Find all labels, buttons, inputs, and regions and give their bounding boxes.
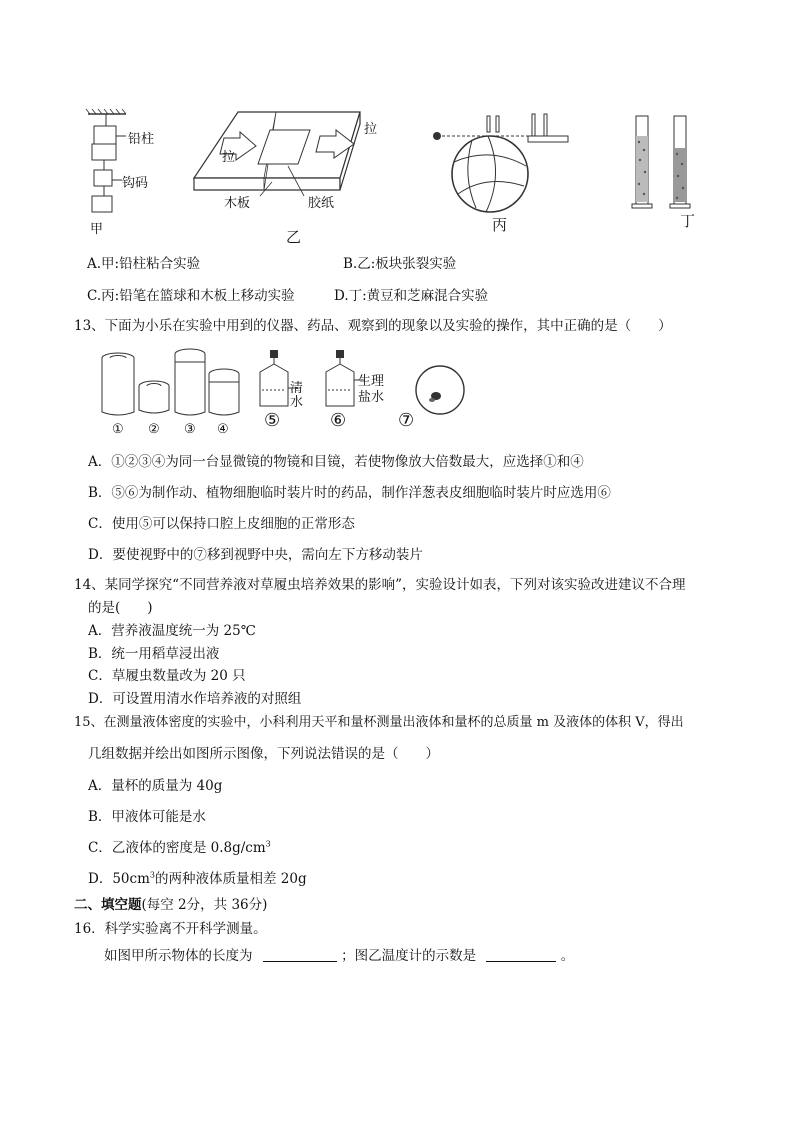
q15-option-c-text: C．乙液体的密度是 0.8g/cm <box>88 840 266 856</box>
q16-part2: ；图乙温度计的示数是 <box>341 948 477 964</box>
q15-option-d <box>88 867 307 887</box>
q14-stem-line2: 的是( ) <box>88 600 153 616</box>
label-n1: ① <box>112 422 124 437</box>
q14-option-c: C．草履虫数量改为 20 只 <box>88 668 246 684</box>
q15-option-d-sup: 3 <box>149 870 155 880</box>
q16-part1: 如图甲所示物体的长度为 <box>104 948 253 964</box>
label-n4: ④ <box>217 422 229 437</box>
label-n5: ⑤ <box>264 410 281 431</box>
figure-bing <box>428 110 588 220</box>
label-pull-right: 拉 <box>364 122 378 137</box>
figure-ding <box>626 110 702 220</box>
plate-split-diagram <box>190 108 365 218</box>
label-n7: ⑦ <box>398 410 415 431</box>
q13-option-c: C．使用⑤可以保持口腔上皮细胞的正常形态 <box>88 516 355 532</box>
caption-jia: 甲 <box>90 222 104 237</box>
label-hook-weight: 钩码 <box>122 176 149 191</box>
label-tape: 胶纸 <box>308 196 335 211</box>
basketball-pencil-diagram <box>428 110 588 220</box>
bean-sesame-cylinder-diagram <box>626 110 702 220</box>
q13-option-b: B．⑤⑥为制作动、植物细胞临时装片时的药品，制作洋葱表皮细胞临时装片时应选用⑥ <box>88 485 611 501</box>
q15-option-c <box>88 836 271 856</box>
label-n2: ② <box>148 422 160 437</box>
q12-option-a: A.甲:铅柱粘合实验 <box>87 256 201 272</box>
q15-option-d-text2: 的两种液体质量相差 20g <box>154 871 307 887</box>
q14-option-a: A．营养液温度统一为 25℃ <box>88 623 256 639</box>
q15-option-c-sup: 3 <box>265 839 271 849</box>
q16-blank-temperature[interactable] <box>486 947 556 962</box>
q15-stem-line1: 15、在测量液体密度的实验中，小科利用天平和量杯测量出液体和量杯的总质量 m 及液体的体积 V，得出 <box>74 715 684 730</box>
section2-title: 二、填空题 <box>74 897 142 913</box>
caption-ding: 丁 <box>680 212 696 230</box>
q15-option-a: A．量杯的质量为 40g <box>88 778 223 794</box>
q13-option-a: A．①②③④为同一台显微镜的物镜和目镜，若使物像放大倍数最大，应选择①和④ <box>88 454 584 470</box>
caption-bing: 丙 <box>492 216 508 234</box>
q14-stem-line1: 14、某同学探究“不同营养液对草履虫培养效果的影响”，实验设计如表，下列对该实验改进建议不合理 <box>74 577 686 593</box>
q13-stem: 13、下面为小乐在实验中用到的仪器、药品、观察到的现象以及实验的操作，其中正确的是（ ） <box>74 318 672 334</box>
q15-stem-line2: 几组数据并绘出如图所示图像，下列说法错误的是（ ） <box>88 746 439 762</box>
q12-option-b: B.乙:板块张裂实验 <box>343 256 457 272</box>
label-saline: 生理盐水 <box>358 374 385 405</box>
label-n3: ③ <box>184 422 196 437</box>
q15-option-b: B．甲液体可能是水 <box>88 809 206 825</box>
q14-option-b: B．统一用稻草浸出液 <box>88 646 220 662</box>
q16-blank-length[interactable] <box>263 947 337 962</box>
label-water: 清水 <box>290 381 304 410</box>
q12-option-d: D.丁:黄豆和芝麻混合实验 <box>334 288 489 304</box>
q16-part3: 。 <box>560 948 575 964</box>
section2-note: (每空 2分，共 36分) <box>141 897 268 913</box>
q16-line <box>104 944 574 964</box>
section2-heading <box>74 893 267 913</box>
label-lead-cylinder: 铅柱 <box>128 132 155 147</box>
q16-stem: 16．科学实验离不开科学测量。 <box>74 921 267 937</box>
label-board: 木板 <box>224 196 251 211</box>
q15-option-d-text1: D．50cm <box>88 871 150 887</box>
q13-option-d: D．要使视野中的⑦移到视野中央，需向左下方移动装片 <box>88 547 423 563</box>
q14-option-d: D．可设置用清水作培养液的对照组 <box>88 691 302 707</box>
label-n6: ⑥ <box>330 410 347 431</box>
q12-option-c: C.丙:铅笔在篮球和木板上移动实验 <box>87 288 295 304</box>
figure-yi <box>190 108 365 218</box>
caption-yi: 乙 <box>286 228 302 246</box>
label-pull-left: 拉 <box>222 150 236 165</box>
